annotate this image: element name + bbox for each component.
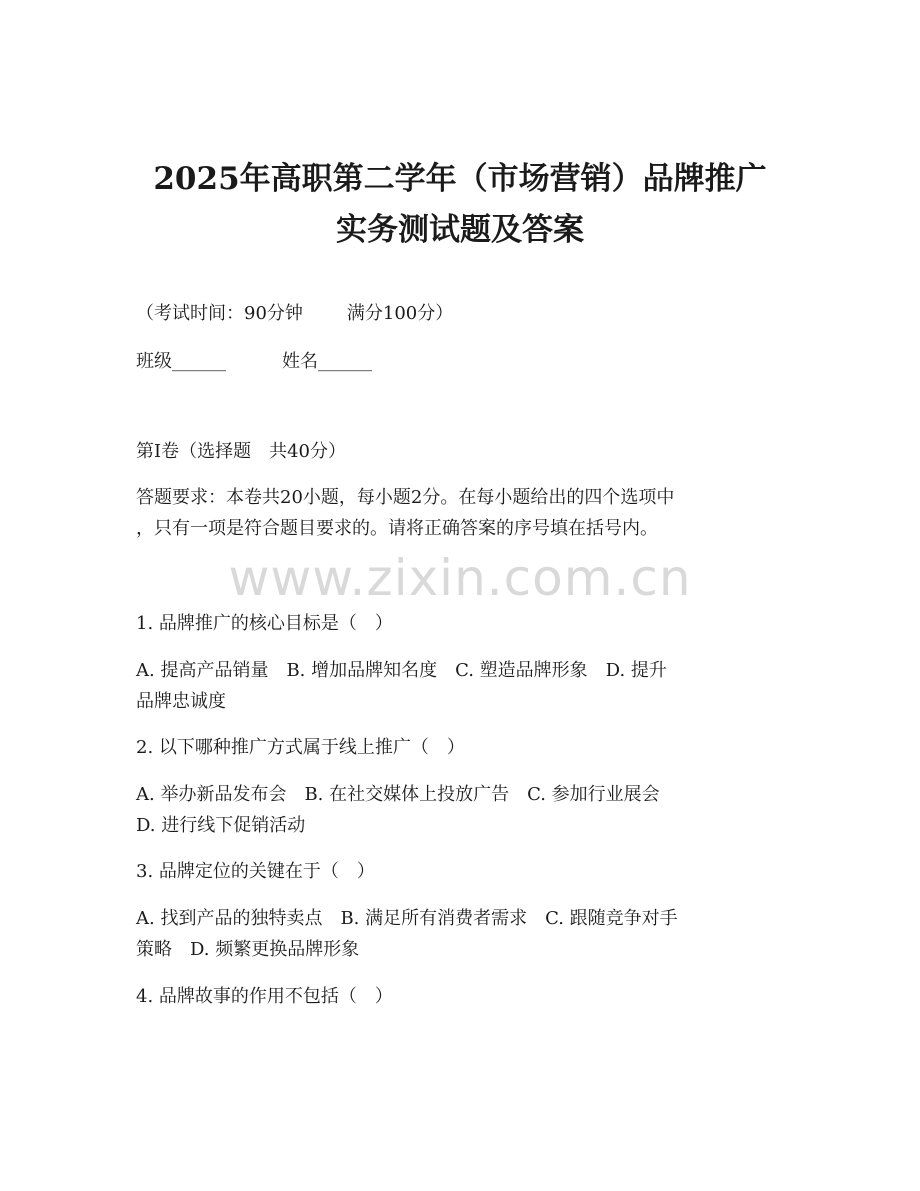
question-3-options-line-2: 策略 D. 频繁更换品牌形象 bbox=[136, 939, 360, 960]
title-line-2: 实务测试题及答案 bbox=[336, 212, 584, 248]
question-2-options-line-2: D. 进行线下促销活动 bbox=[136, 815, 306, 836]
student-fields bbox=[136, 350, 796, 374]
exam-time: （考试时间：90分钟 bbox=[136, 303, 303, 324]
instructions-line-2: ，只有一项是符合题目要求的。请将正确答案的序号填在括号内。 bbox=[136, 518, 658, 539]
watermark: www.zixin.com.cn bbox=[228, 549, 692, 607]
question-1-stem: 1. 品牌推广的核心目标是（ ） bbox=[136, 613, 393, 634]
question-3-stem: 3. 品牌定位的关键在于（ ） bbox=[136, 861, 375, 882]
exam-info bbox=[136, 302, 796, 326]
title-line-1: 2025年高职第二学年（市场营销）品牌推广 bbox=[153, 161, 767, 197]
question-1-options-line-1: A. 提高产品销量 B. 增加品牌知名度 C. 塑造品牌形象 D. 提升 bbox=[136, 660, 667, 681]
exam-score: 满分100分） bbox=[346, 303, 454, 324]
class-field: 班级______ bbox=[136, 351, 226, 372]
question-2-options-line-1: A. 举办新品发布会 B. 在社交媒体上投放广告 C. 参加行业展会 bbox=[136, 784, 660, 805]
question-4-stem: 4. 品牌故事的作用不包括（ ） bbox=[136, 986, 393, 1007]
instructions-line-1: 答题要求：本卷共20小题，每小题2分。在每小题给出的四个选项中 bbox=[136, 487, 675, 508]
question-2-stem: 2. 以下哪种推广方式属于线上推广（ ） bbox=[136, 737, 465, 758]
name-field: 姓名______ bbox=[282, 351, 372, 372]
section-heading: 第I卷（选择题 共40分） bbox=[136, 441, 347, 462]
question-1-options-line-2: 品牌忠诚度 bbox=[136, 691, 226, 712]
question-3-options-line-1: A. 找到产品的独特卖点 B. 满足所有消费者需求 C. 跟随竞争对手 bbox=[136, 908, 678, 929]
